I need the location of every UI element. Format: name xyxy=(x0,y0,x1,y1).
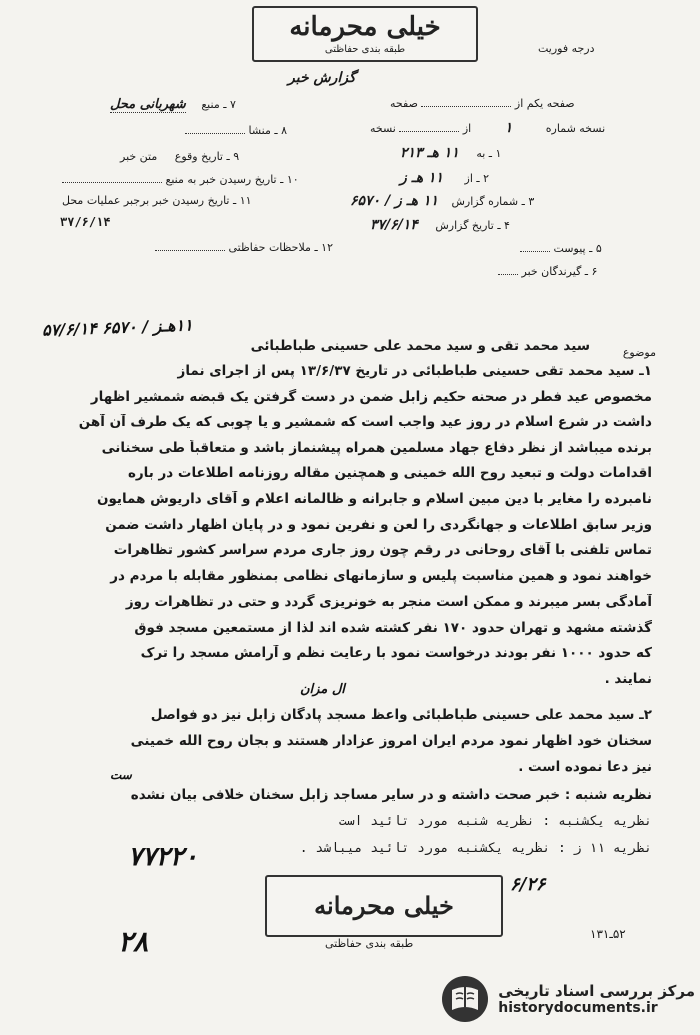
field-label: پیوست xyxy=(553,242,586,255)
margin-reference-note: ۱۱هـز / ۶۵۷۰ ۵۷/۶/۱۴ xyxy=(41,315,194,340)
field-date-to-ops-value: ۳۷/۶/۱۴ xyxy=(60,215,111,229)
bottom-stamp-label: طبقه بندی حفاظتی xyxy=(325,937,414,950)
field-label: تاریخ وقوع xyxy=(174,150,223,163)
subject-label: موضوع xyxy=(622,346,656,359)
field-num: ۹ xyxy=(233,150,240,163)
field-num: ۷ xyxy=(229,98,236,111)
body-line: نامبرده را مغایر با دین مبین اسلام و جابرانه و ظالمانه اعلام و آقای داریوش همایون xyxy=(96,491,652,507)
urgency-label: درجه فوریت xyxy=(538,42,595,55)
field-num: ۱۲ xyxy=(321,241,333,254)
body-line: برنده میباشد از نظر دفاع جهاد مسلمین همراه پیشنماز باشد و متعاقباً طی سخنانی xyxy=(101,440,652,456)
field-label: از xyxy=(464,172,473,185)
body-line: آمادگی بسر میبرند و ممکن است منجر به خونریزی گردد و حتی در تظاهرات روز xyxy=(125,594,652,610)
field-date-to-source: ۱۰ ـ تاریخ رسیدن خبر به منبع xyxy=(62,173,299,186)
field-num: ۸ xyxy=(281,124,288,137)
field-protective-notes: ۱۲ ـ ملاحظات حفاظتی xyxy=(155,241,333,254)
body-line: اقدامات دولت و تبعید روح الله خمینی و همچنین مقاله روزنامه اطلاعات در باره xyxy=(127,465,652,481)
field-label: ملاحظات حفاظتی xyxy=(228,241,311,254)
field-num: ۱۰ xyxy=(286,173,299,186)
body-line: ۲ـ سید محمد علی حسینی طباطبائی واعظ مسجد پادگان زابل نیز دو فواصل xyxy=(150,707,652,723)
field-suffix: نسخه xyxy=(370,122,396,135)
assessment-line: نظریه شنبه : خبر صحت داشته و در سایر مساجد زابل سخنان خلافی بیان نشده xyxy=(130,787,652,803)
assessment-hand-note: ست xyxy=(110,768,132,782)
handwritten-page-number: ۲۸ xyxy=(118,925,149,958)
top-classification-stamp xyxy=(252,6,478,62)
field-report-date: ۴ ـ تاریخ گزارش ۳۷/۶/۱۴ xyxy=(370,217,510,233)
logo-texts xyxy=(498,982,695,1016)
field-label: منبع xyxy=(201,98,220,111)
assessment-line: نظریه ۱۱ ز : نظریه یکشنبه مورد تائید میباشد . xyxy=(299,841,652,856)
field-value: ۳۷/۶/۱۴ xyxy=(370,217,418,233)
field-num: ۲ xyxy=(483,172,490,185)
field-to: ۱ ـ به ۱۱ هـ ۲۱۳ xyxy=(400,145,502,161)
body-line: که حدود ۱۰۰۰ نفر بودند درخواست نمود با رعایت نظم و آرامش مسجد را ترک xyxy=(140,645,652,661)
body-line: تماس تلفنی با آقای روحانی در رقم چون روز جاری مردم سراسر کشور تظاهرات xyxy=(113,542,652,558)
logo-website: historydocuments.ir xyxy=(498,1000,658,1016)
field-suffix: صفحه xyxy=(390,97,418,110)
field-num: ۶ xyxy=(591,265,598,278)
logo-persian-name: مرکز بررسی اسناد تاریخی xyxy=(498,982,695,1000)
field-attachment: ۵ ـ پیوست xyxy=(520,242,602,255)
field-label: صفحه یکم از xyxy=(514,97,575,110)
field-num: ۳ xyxy=(528,195,535,208)
report-title: گزارش خبر xyxy=(288,70,356,86)
field-label: تاریخ رسیدن خبر برجبر عملیات محل xyxy=(62,194,230,207)
field-label: شماره گزارش xyxy=(451,195,519,208)
field-num: ۵ xyxy=(595,242,602,255)
stamp-handwritten-text: خیلی محرمانه xyxy=(314,890,454,920)
body-line: سخنان خود اظهار نمود مردم ایران امروز عزادار هستند و بجان روح الله خمینی xyxy=(130,733,652,749)
footer-logo xyxy=(415,968,695,1030)
body-line: خواهند نمود و همین مناسبت پلیس و سازمانهای نظامی بمنظور مقابله با مردم در xyxy=(110,568,652,584)
field-from: ۲ ـ از ۱۱ هـ ز xyxy=(400,170,490,186)
book-icon xyxy=(440,974,490,1024)
field-value: ۱۱ هـ ز xyxy=(400,170,444,186)
stamp-handwritten-text: خیلی محرمانه xyxy=(289,12,441,43)
body-line: داشت در شرع اسلام در روز عید واجب است که شمشیر و یا چوبی که یک طرف آن آهن xyxy=(78,414,652,430)
field-origin: ۸ ـ منشا xyxy=(185,124,287,137)
field-report-number: ۳ ـ شماره گزارش ۱۱ هـ ز / ۶۵۷۰ xyxy=(350,193,535,209)
body-line: گذشته مشهد و تهران حدود ۱۷۰ نفر کشته شده اند لذا از مستمعین مسجد فوق xyxy=(134,620,652,636)
field-label: به xyxy=(476,147,486,160)
field-value: ۱ xyxy=(504,120,513,136)
field-occurrence-date: ۹ ـ تاریخ وقوع متن خبر xyxy=(120,150,240,163)
field-date-to-ops: ۱۱ ـ تاریخ رسیدن خبر برجبر عملیات محل xyxy=(62,194,252,207)
field-value: ۱۱ هـ ۲۱۳ xyxy=(400,145,459,161)
field-label: گیرندگان خبر xyxy=(521,265,582,278)
body-line: نمایند . xyxy=(604,671,652,687)
field-copy-number xyxy=(370,120,605,136)
body-line: مخصوص عید فطر در صحنه حکیم زابل ضمن در دست گرفتن یک قبضه شمشیر اظهار xyxy=(90,389,652,405)
field-value: متن خبر xyxy=(120,150,158,163)
field-label: منشا xyxy=(248,124,271,137)
assessment-line: نظریه یکشنبه : نظریه شنبه مورد تائید است xyxy=(338,814,652,829)
body-line: ۱ـ سید محمد تقی حسینی طباطبائی در تاریخ ۱۳/۶/۳۷ پس از اجرای نماز xyxy=(177,363,652,379)
handwritten-archive-number: ۷۷۲۲۰ xyxy=(128,842,198,872)
field-num: ۱ xyxy=(495,147,502,160)
stamp-label: طبقه بندی حفاظتی xyxy=(324,43,406,55)
form-code: ۵۲ـ۱۳۱ xyxy=(590,927,626,941)
margin-handwriting: ال مزان xyxy=(300,682,345,697)
body-line: نیز دعا نموده است . xyxy=(518,759,652,775)
field-num: ۴ xyxy=(504,219,510,232)
field-label: تاریخ رسیدن خبر به منبع xyxy=(165,173,277,186)
field-page-of xyxy=(390,97,575,110)
field-recipients: ۶ ـ گیرندگان خبر xyxy=(498,265,597,278)
field-label: نسخه شماره xyxy=(545,122,606,135)
field-value: شهربانی محل xyxy=(110,97,186,112)
field-label: تاریخ گزارش xyxy=(435,219,494,232)
field-num: ۱۱ xyxy=(239,194,252,207)
field-source: ۷ ـ منبع شهربانی محل xyxy=(110,97,236,112)
body-line: وزیر سابق اطلاعات و جهانگردی را لعن و نفرین نمود و در پایان اظهار داشت ضمن xyxy=(105,517,652,533)
field-middle: از xyxy=(462,122,472,135)
field-value: ۱۱ هـ ز / ۶۵۷۰ xyxy=(350,193,438,209)
bottom-classification-stamp xyxy=(265,875,503,937)
stamp-side-number: ۶/۲۶ xyxy=(510,874,546,895)
subject-text: سید محمد تقی و سید محمد علی حسینی طباطبائی xyxy=(250,338,590,354)
